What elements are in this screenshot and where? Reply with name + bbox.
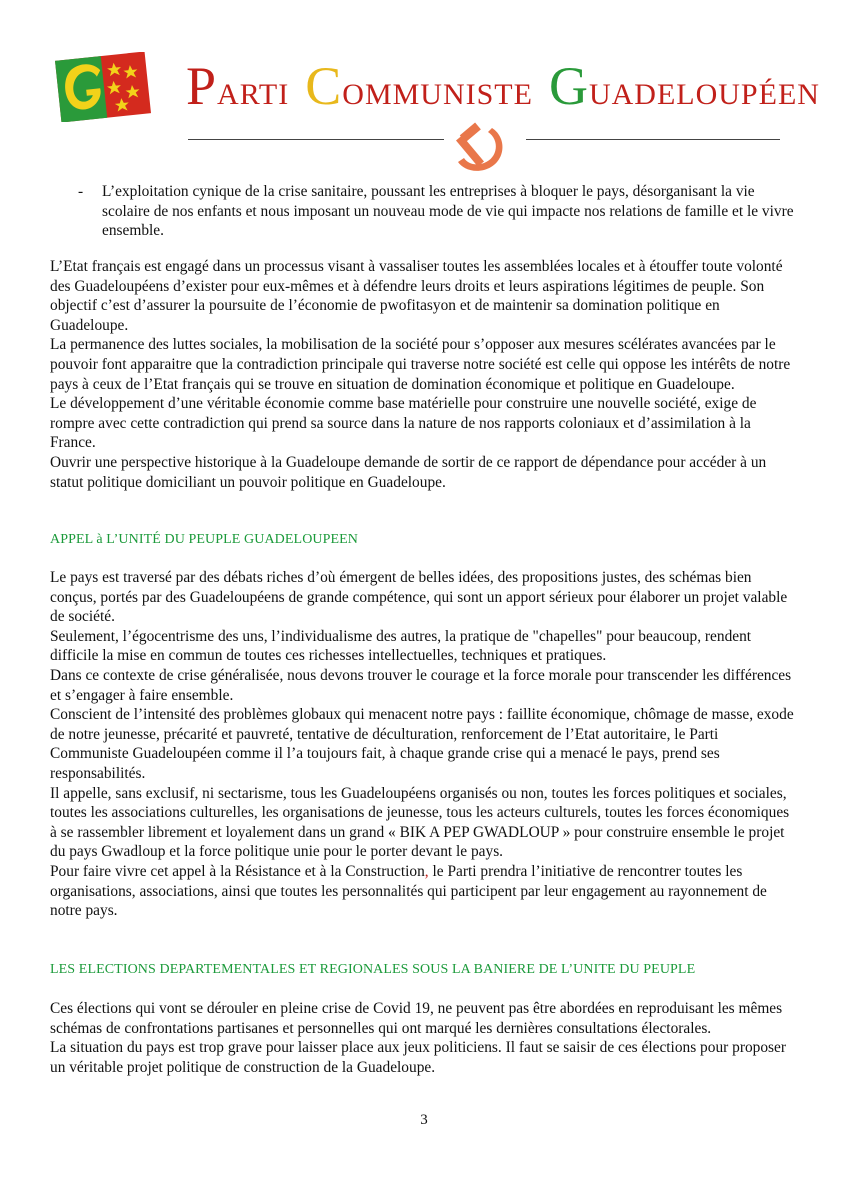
header-rule-right <box>526 139 780 140</box>
pcg-logo-icon <box>52 52 154 122</box>
paragraph: Seulement, l’égocentrisme des uns, l’individualisme des autres, la pratique de "chapelles" pour beaucoup, rendent difficile la mise en commun de toutes ces richesses intellectuelles, techniques et pratiques. <box>50 627 752 665</box>
paragraph: Ces élections qui vont se dérouler en pleine crise de Covid 19, ne peuvent pas être abordées en reproduisant les mêmes schémas de confrontations partisanes et personnelles qui ont marqué les dernières consultations électorales. <box>50 1000 783 1037</box>
hammer-sickle-icon <box>452 120 510 178</box>
bullet-dash: - <box>78 183 84 200</box>
bullet-item <box>78 182 796 241</box>
title-word-guadeloupeen: GUADELOUPÉEN <box>548 56 820 116</box>
paragraph: L’Etat français est engagé dans un processus visant à vassaliser toutes les assemblées locales et à étouffer toute volonté des Guadeloupéens d’exister pour eux-mêmes et à défendre leurs droits et leurs aspirations légitimes de peuple. Son objectif c’est d’assurer la poursuite de l’économie de pwofitasyon et de maintenir sa domination politique en Guadeloupe. <box>50 258 783 334</box>
section-unity <box>50 568 795 921</box>
paragraph: Dans ce contexte de crise généralisée, nous devons trouver le courage et la force morale pour transcender les différences et s’engager à faire ensemble. <box>50 666 792 704</box>
title-word-communiste: COMMUNISTE <box>305 56 533 116</box>
paragraph: Conscient de l’intensité des problèmes globaux qui menacent notre pays : faillite économique, chômage de masse, exode de notre jeunesse, précarité et pauvreté, tentative de déculturation, renforcement de l’Etat autoritaire, le Parti Communiste Guadeloupéen comme il l’a toujours fait, à chaque grande crise qui a menacé le pays, prend ses responsabilités. <box>50 706 794 782</box>
bullet-text: L’exploitation cynique de la crise sanitaire, poussant les entreprises à bloquer le pays, désorganisant la vie scolaire de nos enfants et nous imposant un nouveau mode de vie qui impacte nos relations de famille et le vivre ensemble. <box>102 183 794 240</box>
section-heading-unity: APPEL à L’UNITÉ DU PEUPLE GUADELOUPEEN <box>50 532 359 547</box>
title-word-parti: PARTI <box>186 56 290 116</box>
paragraph: La situation du pays est trop grave pour laisser place aux jeux politiciens. Il faut se saisir de ces élections pour proposer un véritable projet politique de construction de la Guadeloupe. <box>50 1039 786 1076</box>
paragraph: Ouvrir une perspective historique à la Guadeloupe demande de sortir de ce rapport de dépendance pour accéder à un statut politique domiciliant un pouvoir politique en Guadeloupe. <box>50 453 767 491</box>
paragraph: Il appelle, sans exclusif, ni sectarisme, tous les Guadeloupéens organisés ou non, toutes les forces politiques et sociales, toutes les associations culturelles, les organisations de jeunesse, tous les acteurs culturels, toutes les forces économiques à se rassembler librement et loyalement dans un grand « BIK A PEP GWADLOUP » pour construire ensemble le projet du pays Gwadloup et la force politique unie pour le porter devant le pays. <box>50 784 790 861</box>
paragraph: Le pays est traversé par des débats riches d’où émergent de belles idées, des propositions justes, des schémas bien conçus, portés par des Guadeloupéens de grande compétence, qui sont un apport sérieux pour élaborer un projet valable de société. <box>50 569 788 626</box>
paragraph: Pour faire vivre cet appel à la Résistance et à la Construction, le Parti prendra l’initiative de rencontrer toutes les organisations, associations, ainsi que toutes les personnalités qui participent par leur engagement au rayonnement de notre pays. <box>50 862 767 920</box>
paragraph: Le développement d’une véritable économie comme base matérielle pour construire une nouvelle société, exige de rompre avec cette contradiction qui prend sa source dans la nature de nos rapports coloniaux et d’assimilation à la France. <box>50 395 757 452</box>
section-intro <box>50 257 795 492</box>
page-number: 3 <box>420 1112 428 1128</box>
party-name-title <box>186 55 820 125</box>
paragraph: La permanence des luttes sociales, la mobilisation de la société pour s’opposer aux mesures scélérates avancées par le pouvoir font apparaitre que la contradiction principale qui traverse notre société est celle qui oppose les intérêts de notre pays à ceux de l’Etat français qui se trouve en situation de domination économique et politique en Guadeloupe. <box>50 336 791 393</box>
section-elections <box>50 999 795 1077</box>
section-heading-elections: LES ELECTIONS DEPARTEMENTALES ET REGIONALES SOUS LA BANIERE DE L’UNITE DU PEUPLE <box>50 962 696 977</box>
header-rule-left <box>188 139 444 140</box>
